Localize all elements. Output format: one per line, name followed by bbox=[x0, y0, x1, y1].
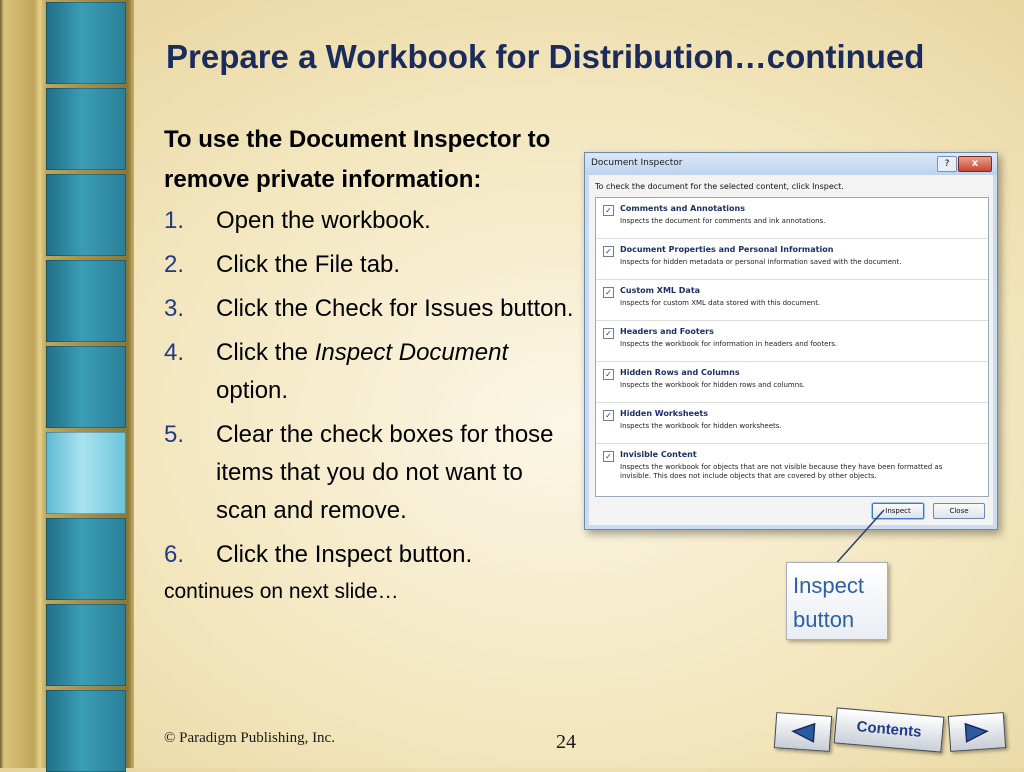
step-number: 5. bbox=[164, 421, 185, 448]
option-checkbox[interactable]: ✓ bbox=[603, 287, 614, 298]
left-arrow-icon bbox=[789, 720, 816, 744]
dialog-title: Document Inspector bbox=[591, 158, 683, 168]
band-tile bbox=[46, 604, 126, 686]
option-description: Inspects the workbook for information in headers and footers. bbox=[620, 340, 838, 348]
callout-line-1: Inspect bbox=[793, 573, 864, 598]
step-text-italic: Inspect Document bbox=[314, 339, 509, 366]
band-tile bbox=[46, 88, 126, 170]
step-number: 4. bbox=[164, 339, 185, 366]
step-item bbox=[164, 334, 574, 410]
option-checkbox[interactable]: ✓ bbox=[603, 328, 614, 339]
step-text: Open the workbook. bbox=[216, 207, 431, 234]
option-description: Inspects for custom XML data stored with this document. bbox=[620, 299, 821, 307]
step-number: 1. bbox=[164, 207, 185, 234]
option-title: Invisible Content bbox=[620, 450, 697, 459]
step-text-after: option. bbox=[216, 377, 289, 404]
option-checkbox[interactable]: ✓ bbox=[603, 451, 614, 462]
inspection-option bbox=[596, 198, 988, 239]
close-icon[interactable]: x bbox=[958, 156, 992, 172]
band-tiles bbox=[46, 0, 126, 768]
document-inspector-dialog bbox=[584, 152, 998, 530]
step-item bbox=[164, 536, 574, 574]
option-checkbox[interactable]: ✓ bbox=[603, 205, 614, 216]
step-number: 2. bbox=[164, 251, 185, 278]
dialog-body bbox=[589, 175, 993, 525]
band-tile bbox=[46, 174, 126, 256]
option-title: Hidden Rows and Columns bbox=[620, 368, 740, 377]
step-item bbox=[164, 290, 574, 328]
inspect-button-callout bbox=[786, 562, 888, 640]
contents-button[interactable]: Contents bbox=[834, 707, 945, 752]
inspection-option bbox=[596, 362, 988, 403]
step-text: Click the Check for Issues button. bbox=[216, 295, 574, 322]
next-slide-button[interactable] bbox=[948, 712, 1006, 752]
inspection-option bbox=[596, 444, 988, 496]
step-text: Click the Inspect button. bbox=[216, 541, 473, 568]
step-number: 6. bbox=[164, 541, 185, 568]
step-item bbox=[164, 416, 574, 530]
band-tile bbox=[46, 260, 126, 342]
option-description: Inspects for hidden metadata or personal information saved with the document. bbox=[620, 258, 902, 266]
previous-slide-button[interactable] bbox=[774, 712, 832, 752]
step-text-before: Click the bbox=[216, 339, 315, 366]
steps-list bbox=[164, 202, 574, 574]
step-item bbox=[164, 202, 574, 240]
intro-heading: To use the Document Inspector to remove private information: bbox=[164, 126, 551, 193]
option-description: Inspects the workbook for hidden rows and columns. bbox=[620, 381, 806, 389]
copyright-text: © Paradigm Publishing, Inc. bbox=[164, 730, 335, 746]
option-title: Document Properties and Personal Information bbox=[620, 245, 834, 254]
option-title: Comments and Annotations bbox=[620, 204, 745, 213]
option-title: Custom XML Data bbox=[620, 286, 701, 295]
inspect-button[interactable]: Inspect bbox=[872, 503, 924, 519]
band-tile-highlighted bbox=[46, 432, 126, 514]
option-checkbox[interactable]: ✓ bbox=[603, 246, 614, 257]
option-description: Inspects the document for comments and ink annotations. bbox=[620, 217, 826, 225]
option-title: Hidden Worksheets bbox=[620, 409, 708, 418]
option-description: Inspects the workbook for objects that are not visible because they have been formatted as invisible. This does not include objects that are covered by other objects. bbox=[620, 463, 943, 480]
instructions-column bbox=[164, 120, 574, 604]
inspection-option bbox=[596, 239, 988, 280]
inspection-options-list bbox=[595, 197, 989, 497]
dialog-instruction: To check the document for the selected content, click Inspect. bbox=[595, 182, 844, 191]
option-checkbox[interactable]: ✓ bbox=[603, 410, 614, 421]
option-checkbox[interactable]: ✓ bbox=[603, 369, 614, 380]
callout-line-2: button bbox=[793, 607, 855, 632]
dialog-titlebar bbox=[585, 153, 997, 175]
right-arrow-icon bbox=[963, 720, 990, 744]
step-number: 3. bbox=[164, 295, 185, 322]
continues-note: continues on next slide… bbox=[164, 580, 399, 603]
close-button[interactable]: Close bbox=[933, 503, 985, 519]
help-button[interactable]: ? bbox=[937, 156, 957, 172]
page-number: 24 bbox=[556, 731, 576, 753]
step-text: Click the File tab. bbox=[216, 251, 401, 278]
band-tile bbox=[46, 346, 126, 428]
band-tile bbox=[46, 690, 126, 772]
step-text: Clear the check boxes for those items that you do not want to scan and remove. bbox=[216, 421, 554, 524]
band-tile bbox=[46, 518, 126, 600]
option-title: Headers and Footers bbox=[620, 327, 714, 336]
band-tile bbox=[46, 2, 126, 84]
inspection-option bbox=[596, 403, 988, 444]
inspection-option bbox=[596, 321, 988, 362]
option-description: Inspects the workbook for hidden worksheets. bbox=[620, 422, 782, 430]
left-decorative-band bbox=[0, 0, 134, 768]
inspection-option bbox=[596, 280, 988, 321]
slide-title: Prepare a Workbook for Distribution…continued bbox=[166, 38, 925, 75]
step-item bbox=[164, 246, 574, 284]
